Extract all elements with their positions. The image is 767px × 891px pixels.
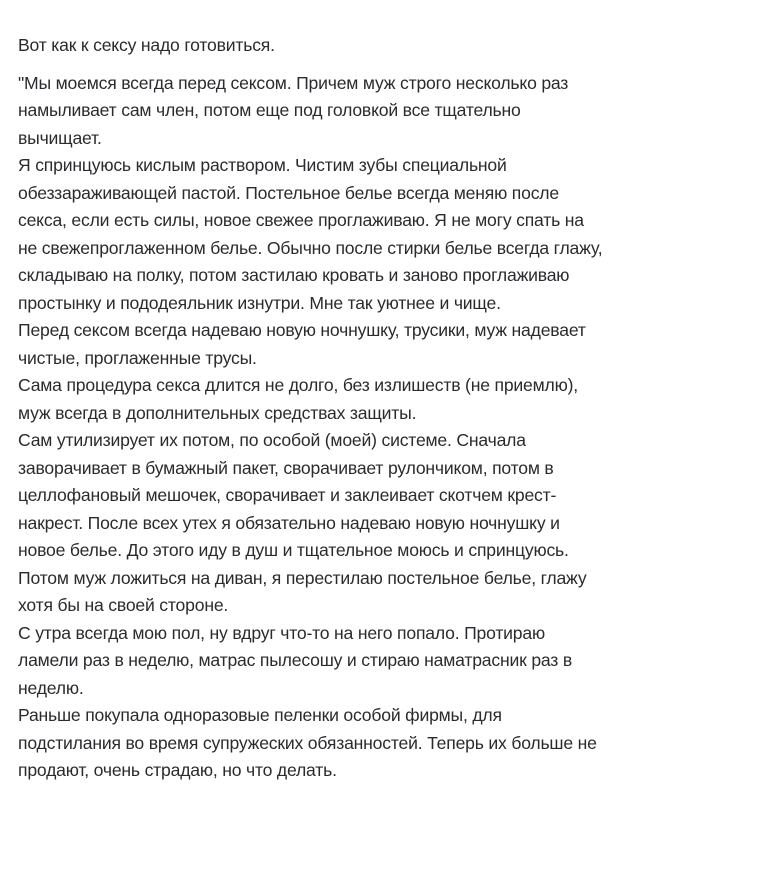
paragraph-line: секса, если есть силы, новое свежее проглаживаю. Я не могу спать на	[18, 210, 584, 230]
paragraph-line: не свежепроглаженном белье. Обычно после стирки белье всегда глажу,	[18, 237, 603, 258]
paragraph-line: заворачивает в бумажный пакет, сворачивает рулончиком, потом в	[18, 457, 554, 478]
paragraph-line: накрест. После всех утех я обязательно надеваю новую ночнушку и	[18, 512, 560, 533]
post-paragraph	[18, 565, 758, 620]
post-paragraph	[18, 427, 758, 565]
post-paragraph	[18, 620, 758, 703]
paragraph-line: Потом муж ложиться на диван, я перестилаю постельное белье, глажу	[18, 567, 587, 588]
post-paragraphs	[18, 70, 758, 785]
paragraph-line: ламели раз в неделю, матрас пылесошу и стираю наматрасник раз в	[18, 650, 572, 670]
paragraph-line: хотя бы на своей стороне.	[18, 595, 229, 615]
paragraph-line: Раньше покупала одноразовые пеленки особой фирмы, для	[18, 705, 502, 725]
paragraph-line: новое белье. До этого иду в душ и тщательное моюсь и спринцуюсь.	[18, 540, 569, 560]
paragraph-line: складываю на полку, потом застилаю кровать и заново проглаживаю	[18, 265, 570, 285]
paragraph-line: целлофановый мешочек, сворачивает и заклеивает скотчем крест-	[18, 485, 557, 505]
paragraph-line: Сам утилизирует их потом, по особой (моей) системе. Сначала	[18, 430, 526, 450]
paragraph-line: муж всегда в дополнительных средствах защиты.	[18, 402, 417, 423]
paragraph-line: "Мы моемся всегда перед сексом. Причем муж строго несколько раз	[18, 72, 569, 93]
post-paragraph	[18, 152, 758, 317]
paragraph-line: вычищает.	[18, 127, 102, 148]
post-body	[18, 32, 758, 785]
paragraph-line: неделю.	[18, 677, 84, 698]
post-paragraph	[18, 372, 758, 427]
paragraph-line: чистые, проглаженные трусы.	[18, 347, 257, 368]
paragraph-line: простынку и пододеяльник изнутри. Мне так уютнее и чище.	[18, 292, 501, 313]
post-paragraph	[18, 70, 758, 153]
post-title: Вот как к сексу надо готовиться.	[18, 35, 275, 55]
paragraph-line: намыливает сам член, потом еще под головкой все тщательно	[18, 100, 521, 120]
paragraph-line: Я спринцуюсь кислым раствором. Чистим зубы специальной	[18, 155, 507, 175]
post-paragraph	[18, 317, 758, 372]
post-paragraph	[18, 702, 758, 785]
paragraph-line: продают, очень страдаю, но что делать.	[18, 760, 337, 780]
paragraph-line: С утра всегда мою пол, ну вдруг что-то на него попало. Протираю	[18, 622, 545, 643]
paragraph-line: Перед сексом всегда надеваю новую ночнушку, трусики, муж надевает	[18, 320, 586, 340]
paragraph-line: обеззараживающей пастой. Постельное белье всегда меняю после	[18, 182, 559, 203]
paragraph-line: Сама процедура секса длится не долго, без излишеств (не приемлю),	[18, 375, 578, 395]
paragraph-line: подстилания во время супружеских обязанностей. Теперь их больше не	[18, 732, 597, 753]
